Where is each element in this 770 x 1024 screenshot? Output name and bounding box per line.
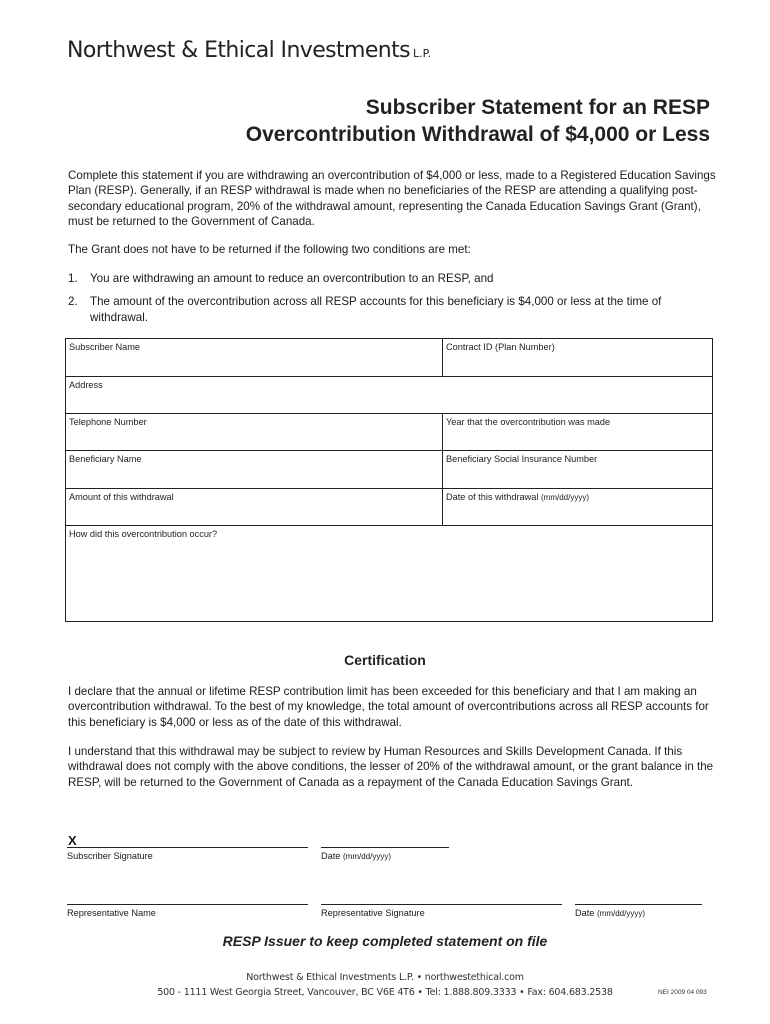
filing-note: RESP Issuer to keep completed statement on file (222, 933, 548, 949)
date-text: Date (575, 908, 595, 918)
signature-line (67, 904, 308, 905)
condition-item (68, 294, 718, 325)
condition-text: You are withdrawing an amount to reduce an overcontribution to an RESP, and (90, 272, 494, 285)
date-text: Date (321, 851, 341, 861)
form-row-address (66, 377, 712, 414)
representative-date-label (575, 908, 702, 918)
subscriber-date-label (321, 851, 449, 861)
telephone-label: Telephone Number (69, 417, 147, 427)
beneficiary-name-label: Beneficiary Name (69, 454, 142, 464)
representative-signature-label: Representative Signature (321, 908, 425, 918)
date-withdrawal-label (443, 489, 712, 502)
intro-paragraph-1: Complete this statement if you are withdrawing an overcontribution of $4,000 or less, made to a Registered Education Savings Plan (RESP). Generally, if an RESP withdrawal is made when no beneficiaries of the RESP are attending a qualifying post-secondary educational program, 20% of the withdrawal amount, representing the Canada Education Savings Grant (Grant), must be returned to the Government of Canada. (68, 169, 716, 229)
representative-date-line[interactable] (575, 904, 702, 918)
condition-text: The amount of the overcontribution across all RESP accounts for this beneficiary is $4,000 or less at the time of withdrawal. (90, 295, 662, 324)
form-row-telephone (66, 414, 712, 451)
form-row-beneficiary (66, 451, 712, 489)
page-title (246, 94, 710, 148)
date-format-hint: (mm/dd/yyyy) (342, 852, 391, 861)
subscriber-signature-line[interactable] (67, 847, 308, 861)
title-line-2: Overcontribution Withdrawal of $4,000 or Less (245, 123, 710, 146)
footer-company-line: Northwest & Ethical Investments L.P. • northwestethical.com (246, 972, 524, 983)
telephone-field[interactable] (66, 414, 442, 450)
certification-paragraph-1: I declare that the annual or lifetime RESP contribution limit has been exceeded for this beneficiary and that I am making an overcontribution withdrawal. To the best of my knowledge, the total amount of overcontributions across all RESP accounts for this beneficiary is $4,000 or less as of the date of this withdrawal. (68, 685, 709, 729)
signature-x-mark: X (68, 833, 77, 848)
representative-signature-line[interactable] (321, 904, 562, 918)
address-field[interactable] (66, 377, 712, 413)
signature-line (67, 847, 308, 848)
subscriber-date-line[interactable] (321, 847, 449, 861)
title-line-1: Subscriber Statement for an RESP (365, 96, 710, 119)
condition-item (68, 271, 718, 286)
certification-heading: Certification (344, 652, 426, 668)
company-name: Northwest & Ethical Investments (67, 38, 411, 63)
company-suffix: L.P. (413, 47, 432, 60)
certification-paragraph-2: I understand that this withdrawal may be subject to review by Human Resources and Skills Development Canada. If this withdrawal does not comply with the above conditions, the lesser of 20% of the withdrawal amount, or the grant balance in the RESP, will be returned to the Government of Canada as a repayment of the Canada Education Savings Grant. (68, 745, 714, 789)
beneficiary-sin-label: Beneficiary Social Insurance Number (446, 454, 598, 464)
year-overcontribution-label: Year that the overcontribution was made (446, 417, 611, 427)
amount-withdrawal-field[interactable] (66, 489, 442, 525)
signature-line (575, 904, 702, 905)
condition-number: 1. (68, 272, 78, 285)
amount-withdrawal-label: Amount of this withdrawal (69, 492, 174, 502)
subscriber-form (65, 338, 713, 622)
contract-id-label: Contract ID (Plan Number) (446, 342, 555, 352)
date-format-hint: (mm/dd/yyyy) (541, 493, 589, 502)
beneficiary-sin-field[interactable] (442, 451, 712, 488)
contract-id-field[interactable] (442, 339, 712, 376)
conditions-list (68, 271, 718, 333)
company-logo (67, 38, 431, 63)
form-row-explanation (66, 526, 712, 621)
form-row-subscriber (66, 339, 712, 377)
subscriber-signature-label: Subscriber Signature (67, 851, 153, 861)
form-code: NEI 2009 04 093 (658, 989, 707, 996)
intro-paragraph-2: The Grant does not have to be returned if the following two conditions are met: (68, 243, 471, 256)
address-label: Address (69, 380, 103, 390)
how-occurred-label: How did this overcontribution occur? (69, 529, 218, 539)
how-occurred-field[interactable] (66, 526, 712, 621)
year-overcontribution-field[interactable] (442, 414, 712, 450)
condition-number: 2. (68, 295, 78, 309)
date-withdrawal-field[interactable] (442, 489, 712, 525)
signature-line (321, 904, 562, 905)
form-row-withdrawal (66, 489, 712, 526)
representative-name-label: Representative Name (67, 908, 156, 918)
date-format-hint: (mm/dd/yyyy) (596, 909, 645, 918)
beneficiary-name-field[interactable] (66, 451, 442, 488)
representative-name-line[interactable] (67, 904, 308, 918)
footer-address-line: 500 - 1111 West Georgia Street, Vancouver, BC V6E 4T6 • Tel: 1.888.809.3333 • Fax: 604.683.2538 (157, 987, 613, 998)
date-withdrawal-text: Date of this withdrawal (446, 492, 539, 502)
subscriber-name-field[interactable] (66, 339, 442, 376)
subscriber-name-label: Subscriber Name (69, 342, 140, 352)
signature-line (321, 847, 449, 848)
